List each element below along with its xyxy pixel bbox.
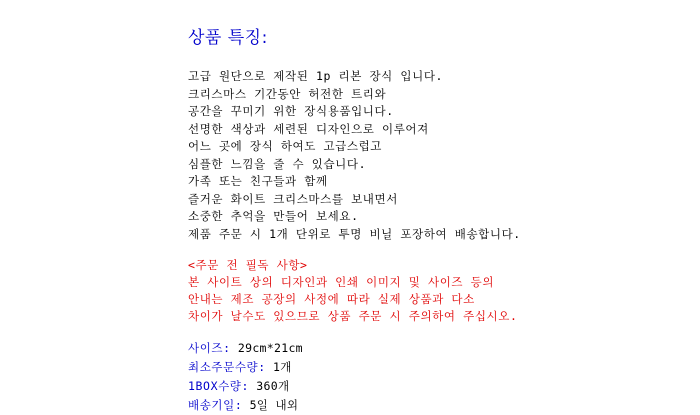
description-line: 어느 곳에 장식 하여도 고급스럽고 <box>188 139 383 153</box>
spec-label: 1BOX수량: <box>188 379 250 393</box>
spacer <box>188 243 688 257</box>
description-line: 선명한 색상과 세련된 디자인으로 이루어져 <box>188 121 429 136</box>
spec-size <box>188 339 688 358</box>
spec-value: 29cm*21cm <box>230 341 303 355</box>
notice-block <box>188 257 688 325</box>
spacer <box>188 325 688 339</box>
description-line: 고급 원단으로 제작된 1p 리본 장식 입니다. <box>188 69 444 83</box>
spec-label: 최소주문수량: <box>188 360 266 374</box>
spec-label: 사이즈: <box>188 341 231 355</box>
section-title: 상품 특징: <box>188 28 268 48</box>
spec-list <box>188 339 688 415</box>
notice-line: 본 사이트 상의 디자인과 인쇄 이미지 및 사이즈 등의 <box>188 275 495 289</box>
spec-value: 360개 <box>249 379 290 393</box>
description-line: 공간을 꾸미기 위한 장식용품입니다. <box>188 104 394 118</box>
product-detail <box>188 26 688 415</box>
spec-delivery <box>188 396 688 415</box>
description-line: 심플한 느낌을 줄 수 있습니다. <box>188 156 367 171</box>
description-block <box>188 68 688 243</box>
spec-value: 5일 내외 <box>242 398 299 412</box>
notice-line: 차이가 날수도 있으므로 상품 주문 시 주의하여 주십시오. <box>188 309 518 323</box>
description-line: 크리스마스 기간동안 허전한 트리와 <box>188 86 387 101</box>
notice-heading: <주문 전 필독 사항> <box>188 258 308 272</box>
spec-label: 배송기일: <box>188 398 243 412</box>
description-line: 가족 또는 친구들과 함께 <box>188 174 328 188</box>
spec-value: 1개 <box>265 360 292 374</box>
notice-line: 안내는 제조 공장의 사정에 따라 실제 상품과 다소 <box>188 292 475 306</box>
spec-min-order <box>188 358 688 377</box>
spec-box-quantity <box>188 377 688 396</box>
description-line: 제품 주문 시 1개 단위로 투명 비닐 포장하여 배송합니다. <box>188 226 521 241</box>
description-line: 소중한 추억을 만들어 보세요. <box>188 209 359 223</box>
description-line: 즐거운 화이트 크리스마스를 보내면서 <box>188 191 398 206</box>
